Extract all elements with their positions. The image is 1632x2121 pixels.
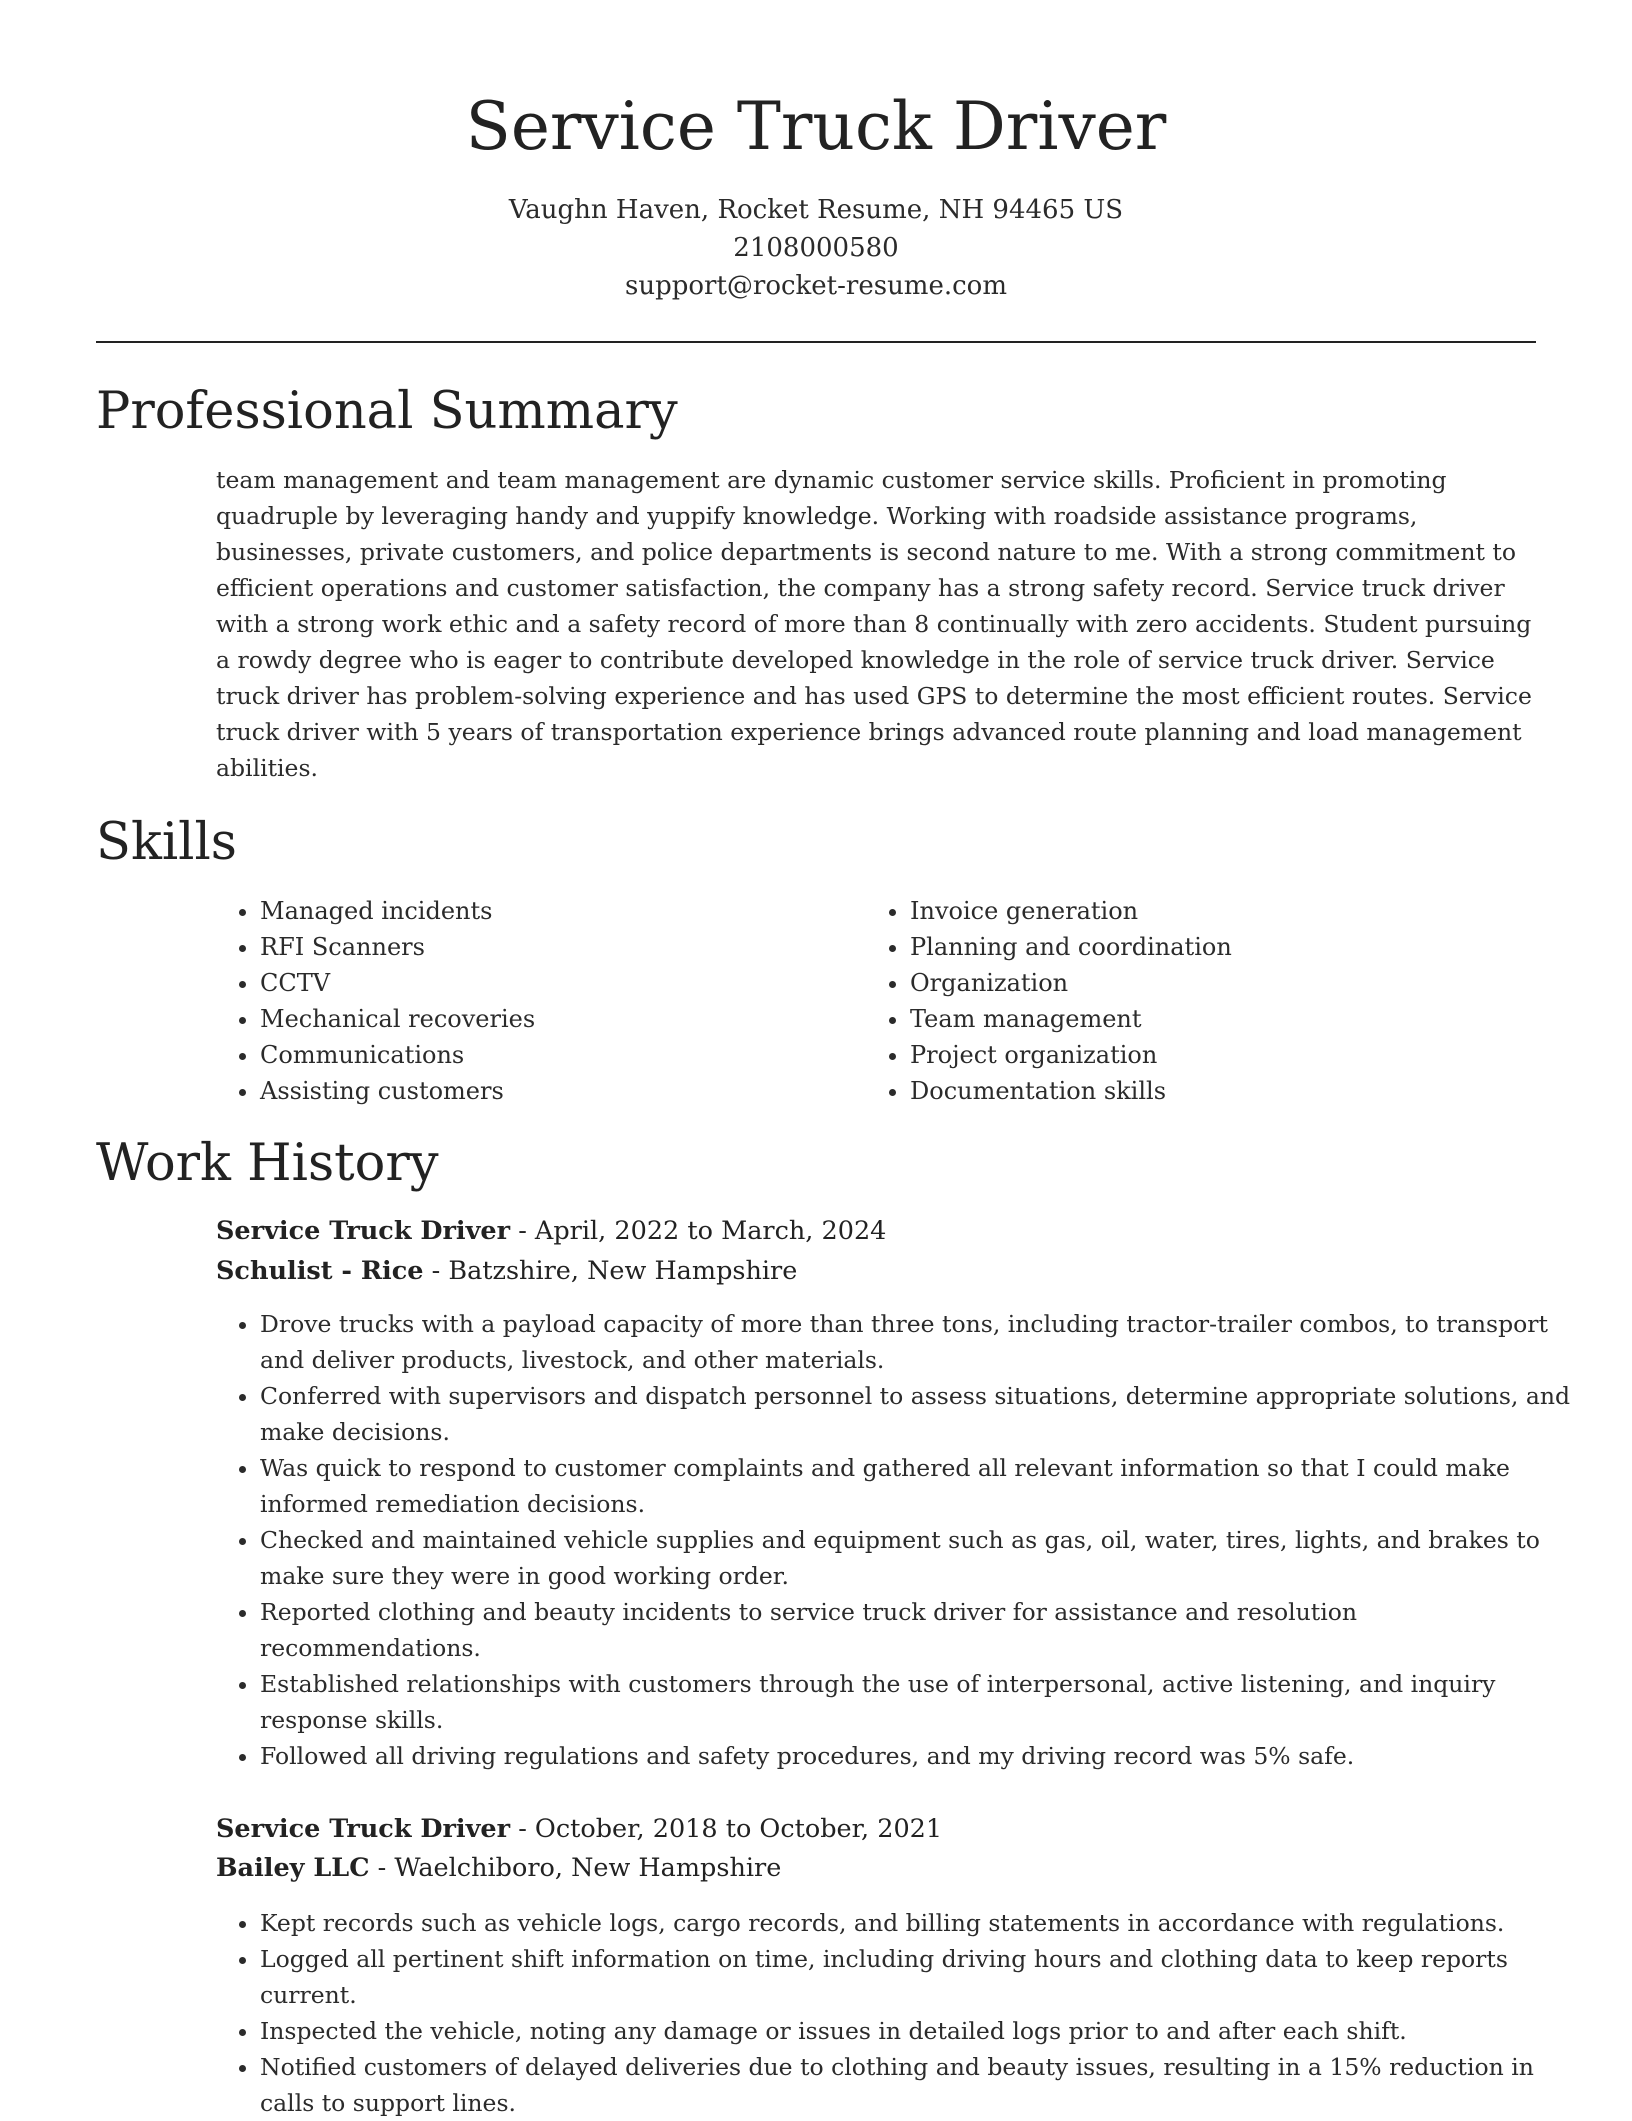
job-dates: October, 2018 to October, 2021 bbox=[534, 1814, 943, 1844]
skill-item: • Project organization bbox=[910, 1037, 1530, 1073]
resume-name-title: Service Truck Driver bbox=[465, 88, 1167, 165]
job-separator: - bbox=[510, 1216, 535, 1246]
skill-item: • CCTV bbox=[260, 965, 860, 1001]
job-dates: April, 2022 to March, 2024 bbox=[534, 1216, 887, 1246]
job-title-line bbox=[216, 1212, 886, 1250]
job-bullet: • Checked and maintained vehicle supplies and equipment such as gas, oil, water, tires, lights, and brakes to make sure they were in good working order. bbox=[260, 1522, 1580, 1594]
job-bullet: • Notified customers of delayed deliveries due to clothing and beauty issues, resulting in a 15% reduction in calls to support lines. bbox=[260, 2049, 1580, 2121]
job-company: Schulist - Rice bbox=[216, 1256, 424, 1286]
skill-item: • Documentation skills bbox=[910, 1073, 1530, 1109]
contact-email: support@rocket-resume.com bbox=[624, 271, 1007, 301]
job-bullet: • Conferred with supervisors and dispatch personnel to assess situations, determine appropriate solutions, and make decisions. bbox=[260, 1378, 1580, 1450]
job-bullet: • Logged all pertinent shift information on time, including driving hours and clothing data to keep reports current. bbox=[260, 1941, 1580, 2013]
skill-item: • RFI Scanners bbox=[260, 929, 860, 965]
job-company: Bailey LLC bbox=[216, 1853, 370, 1883]
job-bullets bbox=[216, 1306, 1580, 1774]
job-title: Service Truck Driver bbox=[216, 1216, 511, 1246]
skill-item: • Communications bbox=[260, 1037, 860, 1073]
header-divider bbox=[96, 341, 1536, 343]
job-bullet: • Inspected the vehicle, noting any damage or issues in detailed logs prior to and after each shift. bbox=[260, 2013, 1580, 2049]
job-bullets bbox=[216, 1905, 1580, 2121]
contact-address: Vaughn Haven, Rocket Resume, NH 94465 US bbox=[508, 195, 1124, 225]
job-bullet: • Kept records such as vehicle logs, cargo records, and billing statements in accordance with regulations. bbox=[260, 1905, 1580, 1941]
job-title: Service Truck Driver bbox=[216, 1814, 511, 1844]
skill-item: • Organization bbox=[910, 965, 1530, 1001]
skill-item: • Team management bbox=[910, 1001, 1530, 1037]
job-company-line bbox=[216, 1849, 781, 1887]
job-bullet: • Was quick to respond to customer complaints and gathered all relevant information so that I could make informed remediation decisions. bbox=[260, 1450, 1580, 1522]
job-bullet: • Followed all driving regulations and safety procedures, and my driving record was 5% safe. bbox=[260, 1738, 1580, 1774]
summary-text: team management and team management are dynamic customer service skills. Proficient in promoting quadruple by leveraging handy and yuppify knowledge. Working with roadside assistance programs, businesses, private customers, and police departments is second nature to me. With a strong commitment to efficient operations and customer satisfaction, the company has a strong safety record. Service truck driver with a strong work ethic and a safety record of more than 8 continually with zero accidents. Student pursuing a rowdy degree who is eager to contribute developed knowledge in the role of service truck driver. Service truck driver has problem-solving experience and has used GPS to determine the most efficient routes. Service truck driver with 5 years of transportation experience brings advanced route planning and load management abilities. bbox=[216, 466, 1532, 782]
job-location: Batzshire, New Hampshire bbox=[448, 1256, 798, 1286]
skill-item: • Managed incidents bbox=[260, 893, 860, 929]
summary-heading: Professional Summary bbox=[96, 382, 678, 441]
job-bullet: • Drove trucks with a payload capacity of more than three tons, including tractor-trailer combos, to transport and deliver products, livestock, and other materials. bbox=[260, 1306, 1580, 1378]
work-history-heading: Work History bbox=[96, 1134, 439, 1193]
skill-item: • Mechanical recoveries bbox=[260, 1001, 860, 1037]
skills-list-right bbox=[866, 893, 1530, 1109]
job-separator: - bbox=[423, 1256, 449, 1286]
skills-list-left bbox=[216, 893, 860, 1109]
job-separator: - bbox=[369, 1853, 395, 1883]
job-company-line bbox=[216, 1252, 797, 1290]
skill-item: • Invoice generation bbox=[910, 893, 1530, 929]
skill-item: • Planning and coordination bbox=[910, 929, 1530, 965]
skill-item: • Assisting customers bbox=[260, 1073, 860, 1109]
job-separator: - bbox=[510, 1814, 535, 1844]
job-location: Waelchiboro, New Hampshire bbox=[394, 1853, 782, 1883]
contact-phone: 2108000580 bbox=[733, 233, 899, 263]
job-bullet: • Reported clothing and beauty incidents to service truck driver for assistance and resolution recommendations. bbox=[260, 1594, 1580, 1666]
job-title-line bbox=[216, 1810, 942, 1848]
skills-heading: Skills bbox=[96, 813, 237, 872]
job-bullet: • Established relationships with customers through the use of interpersonal, active listening, and inquiry response skills. bbox=[260, 1666, 1580, 1738]
